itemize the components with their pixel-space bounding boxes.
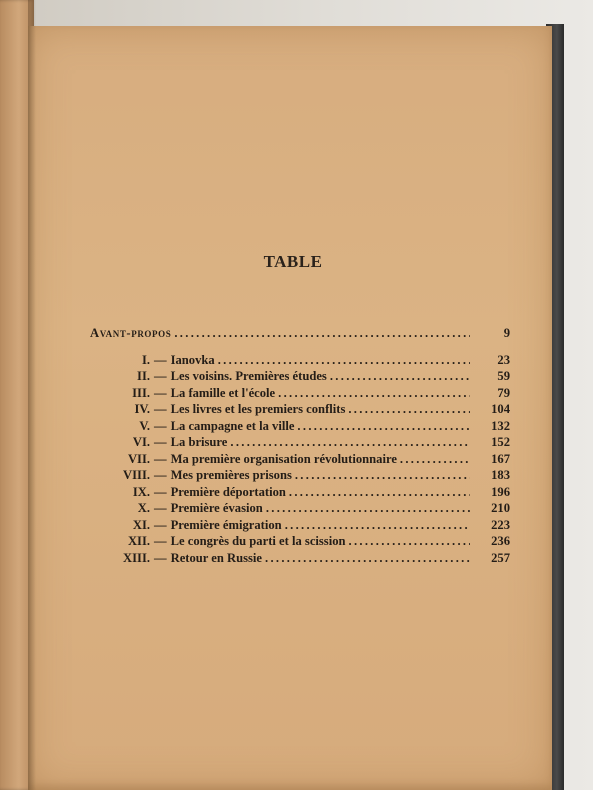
dot-leader [278, 386, 470, 401]
toc-entry-title: Première émigration [170, 517, 282, 532]
dot-leader [218, 353, 470, 368]
chapter-numeral: IV. [134, 402, 150, 416]
toc-entry-page: 79 [497, 385, 510, 400]
toc-entry-title: Le congrès du parti et la scission [170, 534, 346, 548]
toc-entry [90, 518, 510, 535]
separator-dash: — [154, 451, 167, 466]
toc-entry-title: Les livres et les premiers conflits [170, 402, 346, 416]
toc-entry [90, 452, 510, 469]
toc-entry-title: La campagne et la ville [170, 418, 295, 433]
separator-dash: — [154, 517, 167, 532]
chapter-numeral: V. [139, 418, 150, 433]
toc-entry [90, 353, 510, 370]
chapter-numeral: III. [132, 385, 150, 400]
dot-leader [330, 369, 470, 384]
dot-leader [285, 518, 470, 533]
toc-entry-page: 223 [491, 517, 510, 532]
dot-leader [295, 468, 470, 483]
table-of-contents [90, 326, 510, 567]
toc-entry-page: 152 [491, 435, 510, 449]
separator-dash: — [154, 385, 167, 400]
toc-entry [90, 419, 510, 436]
toc-entry [90, 402, 510, 419]
toc-entry-title: Première évasion [170, 501, 263, 515]
separator-dash: — [154, 418, 167, 433]
toc-entry-page: 9 [503, 326, 510, 340]
book-page [28, 26, 552, 790]
toc-entry [90, 435, 510, 452]
toc-entry-page: 104 [491, 402, 510, 416]
toc-entry [90, 386, 510, 403]
toc-entry [90, 485, 510, 502]
toc-entry-title: Mes premières prisons [170, 468, 292, 482]
toc-entry-title: Première déportation [170, 484, 286, 499]
dot-leader [230, 435, 470, 450]
chapter-numeral: XI. [132, 517, 150, 532]
dot-leader [265, 551, 470, 566]
toc-entry-title: Avant-propos [90, 326, 172, 340]
chapter-numeral: I. [141, 352, 150, 367]
toc-entry-title: Les voisins. Premières études [170, 369, 327, 383]
separator-dash: — [154, 534, 167, 548]
toc-entry-page: 183 [491, 468, 510, 482]
chapter-numeral: IX. [132, 484, 150, 499]
toc-entry [90, 551, 510, 568]
dot-leader [297, 419, 470, 434]
separator-dash: — [154, 484, 167, 499]
dot-leader [349, 534, 470, 549]
toc-entry-page: 236 [491, 534, 510, 548]
toc-entry [90, 501, 510, 518]
chapter-numeral: X. [137, 501, 150, 515]
toc-entry-title: Ianovka [170, 352, 215, 367]
separator-dash: — [154, 435, 167, 449]
dot-leader [348, 402, 470, 417]
separator-dash: — [154, 468, 167, 482]
chapter-numeral: XII. [127, 534, 150, 548]
toc-entry-page: 132 [491, 418, 510, 433]
toc-entry-avant-propos [90, 326, 510, 343]
toc-entry [90, 369, 510, 386]
toc-entry-page: 167 [491, 451, 510, 466]
toc-entry-page: 196 [491, 484, 510, 499]
toc-entry-page: 257 [491, 550, 510, 565]
toc-entry-title: Retour en Russie [170, 550, 263, 565]
dot-leader [174, 326, 470, 341]
chapter-numeral: VII. [127, 451, 150, 466]
page-title: TABLE [263, 252, 323, 271]
chapter-numeral: VI. [132, 435, 150, 449]
dot-leader [266, 501, 470, 516]
toc-entry [90, 468, 510, 485]
chapter-numeral: II. [137, 369, 150, 383]
toc-entry-page: 59 [497, 369, 510, 383]
separator-dash: — [154, 501, 167, 515]
dot-leader [400, 452, 470, 467]
chapter-numeral: VIII. [123, 468, 150, 482]
toc-entry-title: Ma première organisation révolutionnaire [170, 451, 397, 466]
toc-entry-page: 23 [497, 352, 510, 367]
dot-leader [289, 485, 470, 500]
separator-dash: — [154, 550, 167, 565]
toc-entry-title: La famille et l'école [170, 385, 276, 400]
toc-entry-page: 210 [491, 501, 510, 515]
separator-dash: — [154, 352, 167, 367]
separator-dash: — [154, 402, 167, 416]
chapter-numeral: XIII. [123, 550, 150, 565]
spine-shadow [28, 0, 36, 790]
toc-entry-title: La brisure [170, 435, 228, 449]
separator-dash: — [154, 369, 167, 383]
toc-entry [90, 534, 510, 551]
